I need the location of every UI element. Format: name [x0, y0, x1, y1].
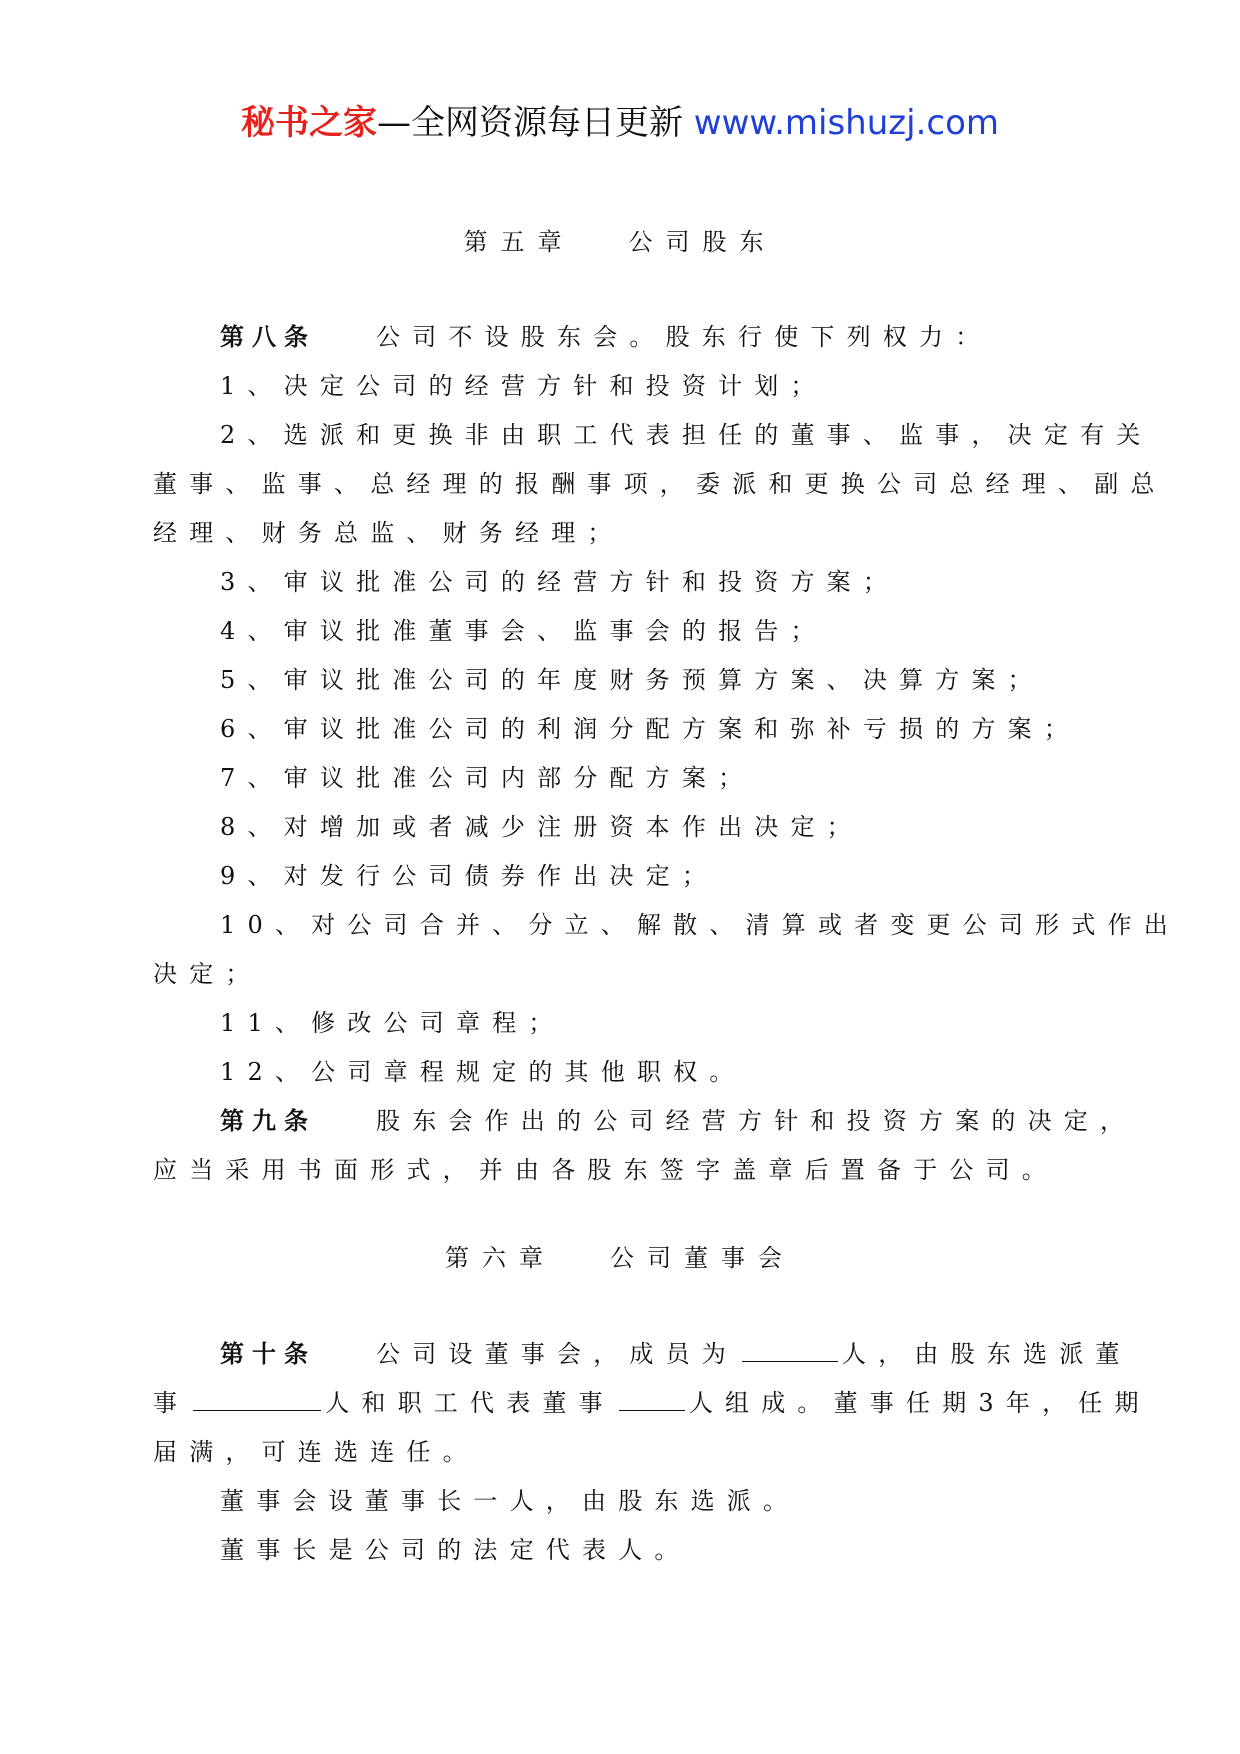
- article-8-item: 9、对发行公司债券作出决定；: [220, 862, 719, 890]
- article-8-item: 10、对公司合并、分立、解散、清算或者变更公司形式作出: [220, 911, 1180, 939]
- article-9-label: 第九条: [220, 1107, 316, 1135]
- board-size-blank: [742, 1339, 838, 1362]
- article-8-item: 7、审议批准公司内部分配方案；: [220, 764, 755, 792]
- article-8-label: 第八条: [220, 323, 316, 351]
- article-8-intro: 公司不设股东会。股东行使下列权力：: [376, 323, 992, 351]
- article-8-item-continued: 决定；: [153, 960, 262, 988]
- chapter-5-heading: [0, 222, 1240, 257]
- article-10-text: 公司设董事会，成员为: [376, 1340, 738, 1368]
- article-10-text: 事: [153, 1389, 190, 1417]
- article-8-item: 5、审议批准公司的年度财务预算方案、决算方案；: [220, 666, 1044, 694]
- site-banner: [0, 100, 1240, 146]
- article-10-section: [153, 1330, 1151, 1575]
- article-10-line: [153, 1330, 1132, 1379]
- article-8-item: 1、决定公司的经营方针和投资计划；: [220, 372, 827, 400]
- chapter-6-heading: [0, 1238, 1240, 1273]
- chapter-6-label: 第六章: [445, 1244, 556, 1272]
- article-8-item: 2、选派和更换非由职工代表担任的董事、监事，决定有关: [220, 421, 1153, 449]
- article-8-item-continued: 经理、财务总监、财务经理；: [153, 519, 624, 547]
- banner-url-link[interactable]: www.mishuzj.com: [693, 103, 999, 143]
- article-8-item: 3、审议批准公司的经营方针和投资方案；: [220, 568, 900, 596]
- article-8-item: 12、公司章程规定的其他职权。: [220, 1058, 746, 1086]
- article-9-continued: 应当采用书面形式，并由各股东签字盖章后置备于公司。: [153, 1156, 1058, 1184]
- article-8-item-continued: 董事、监事、总经理的报酬事项，委派和更换公司总经理、副总: [153, 470, 1167, 498]
- employee-directors-blank: [619, 1388, 685, 1411]
- article-10-text: 人和职工代表董事: [325, 1389, 615, 1417]
- banner-tagline: —全网资源每日更新: [376, 103, 683, 143]
- article-8-section: [153, 313, 1180, 1195]
- article-8-item: 6、审议批准公司的利润分配方案和弥补亏损的方案；: [220, 715, 1081, 743]
- shareholder-directors-blank: [193, 1388, 321, 1411]
- article-10-line: 届满，可连选连任。: [153, 1438, 479, 1466]
- chapter-6-title: 公司董事会: [610, 1244, 795, 1272]
- article-8-item: 8、对增加或者减少注册资本作出决定；: [220, 813, 863, 841]
- article-9-text: 股东会作出的公司经营方针和投资方案的决定，: [376, 1107, 1137, 1135]
- article-8-item: 11、修改公司章程；: [220, 1009, 565, 1037]
- article-10-text: 人，由股东选派董: [842, 1340, 1132, 1368]
- chairman-paragraph: 董事会设董事长一人，由股东选派。: [220, 1487, 800, 1515]
- article-10-label: 第十条: [220, 1340, 316, 1368]
- article-8-intro-line: [153, 313, 1085, 362]
- article-8-item: 4、审议批准董事会、监事会的报告；: [220, 617, 827, 645]
- legal-rep-paragraph: 董事长是公司的法定代表人。: [220, 1536, 691, 1564]
- article-10-text: 人组成。董事任期3年，任期: [688, 1389, 1151, 1417]
- banner-site-name: 秘书之家: [240, 103, 377, 143]
- article-9-line: [153, 1097, 1137, 1146]
- chapter-5-label: 第五章: [463, 228, 575, 256]
- article-10-line: [153, 1379, 1151, 1428]
- chapter-5-title: 公司股东: [628, 228, 777, 256]
